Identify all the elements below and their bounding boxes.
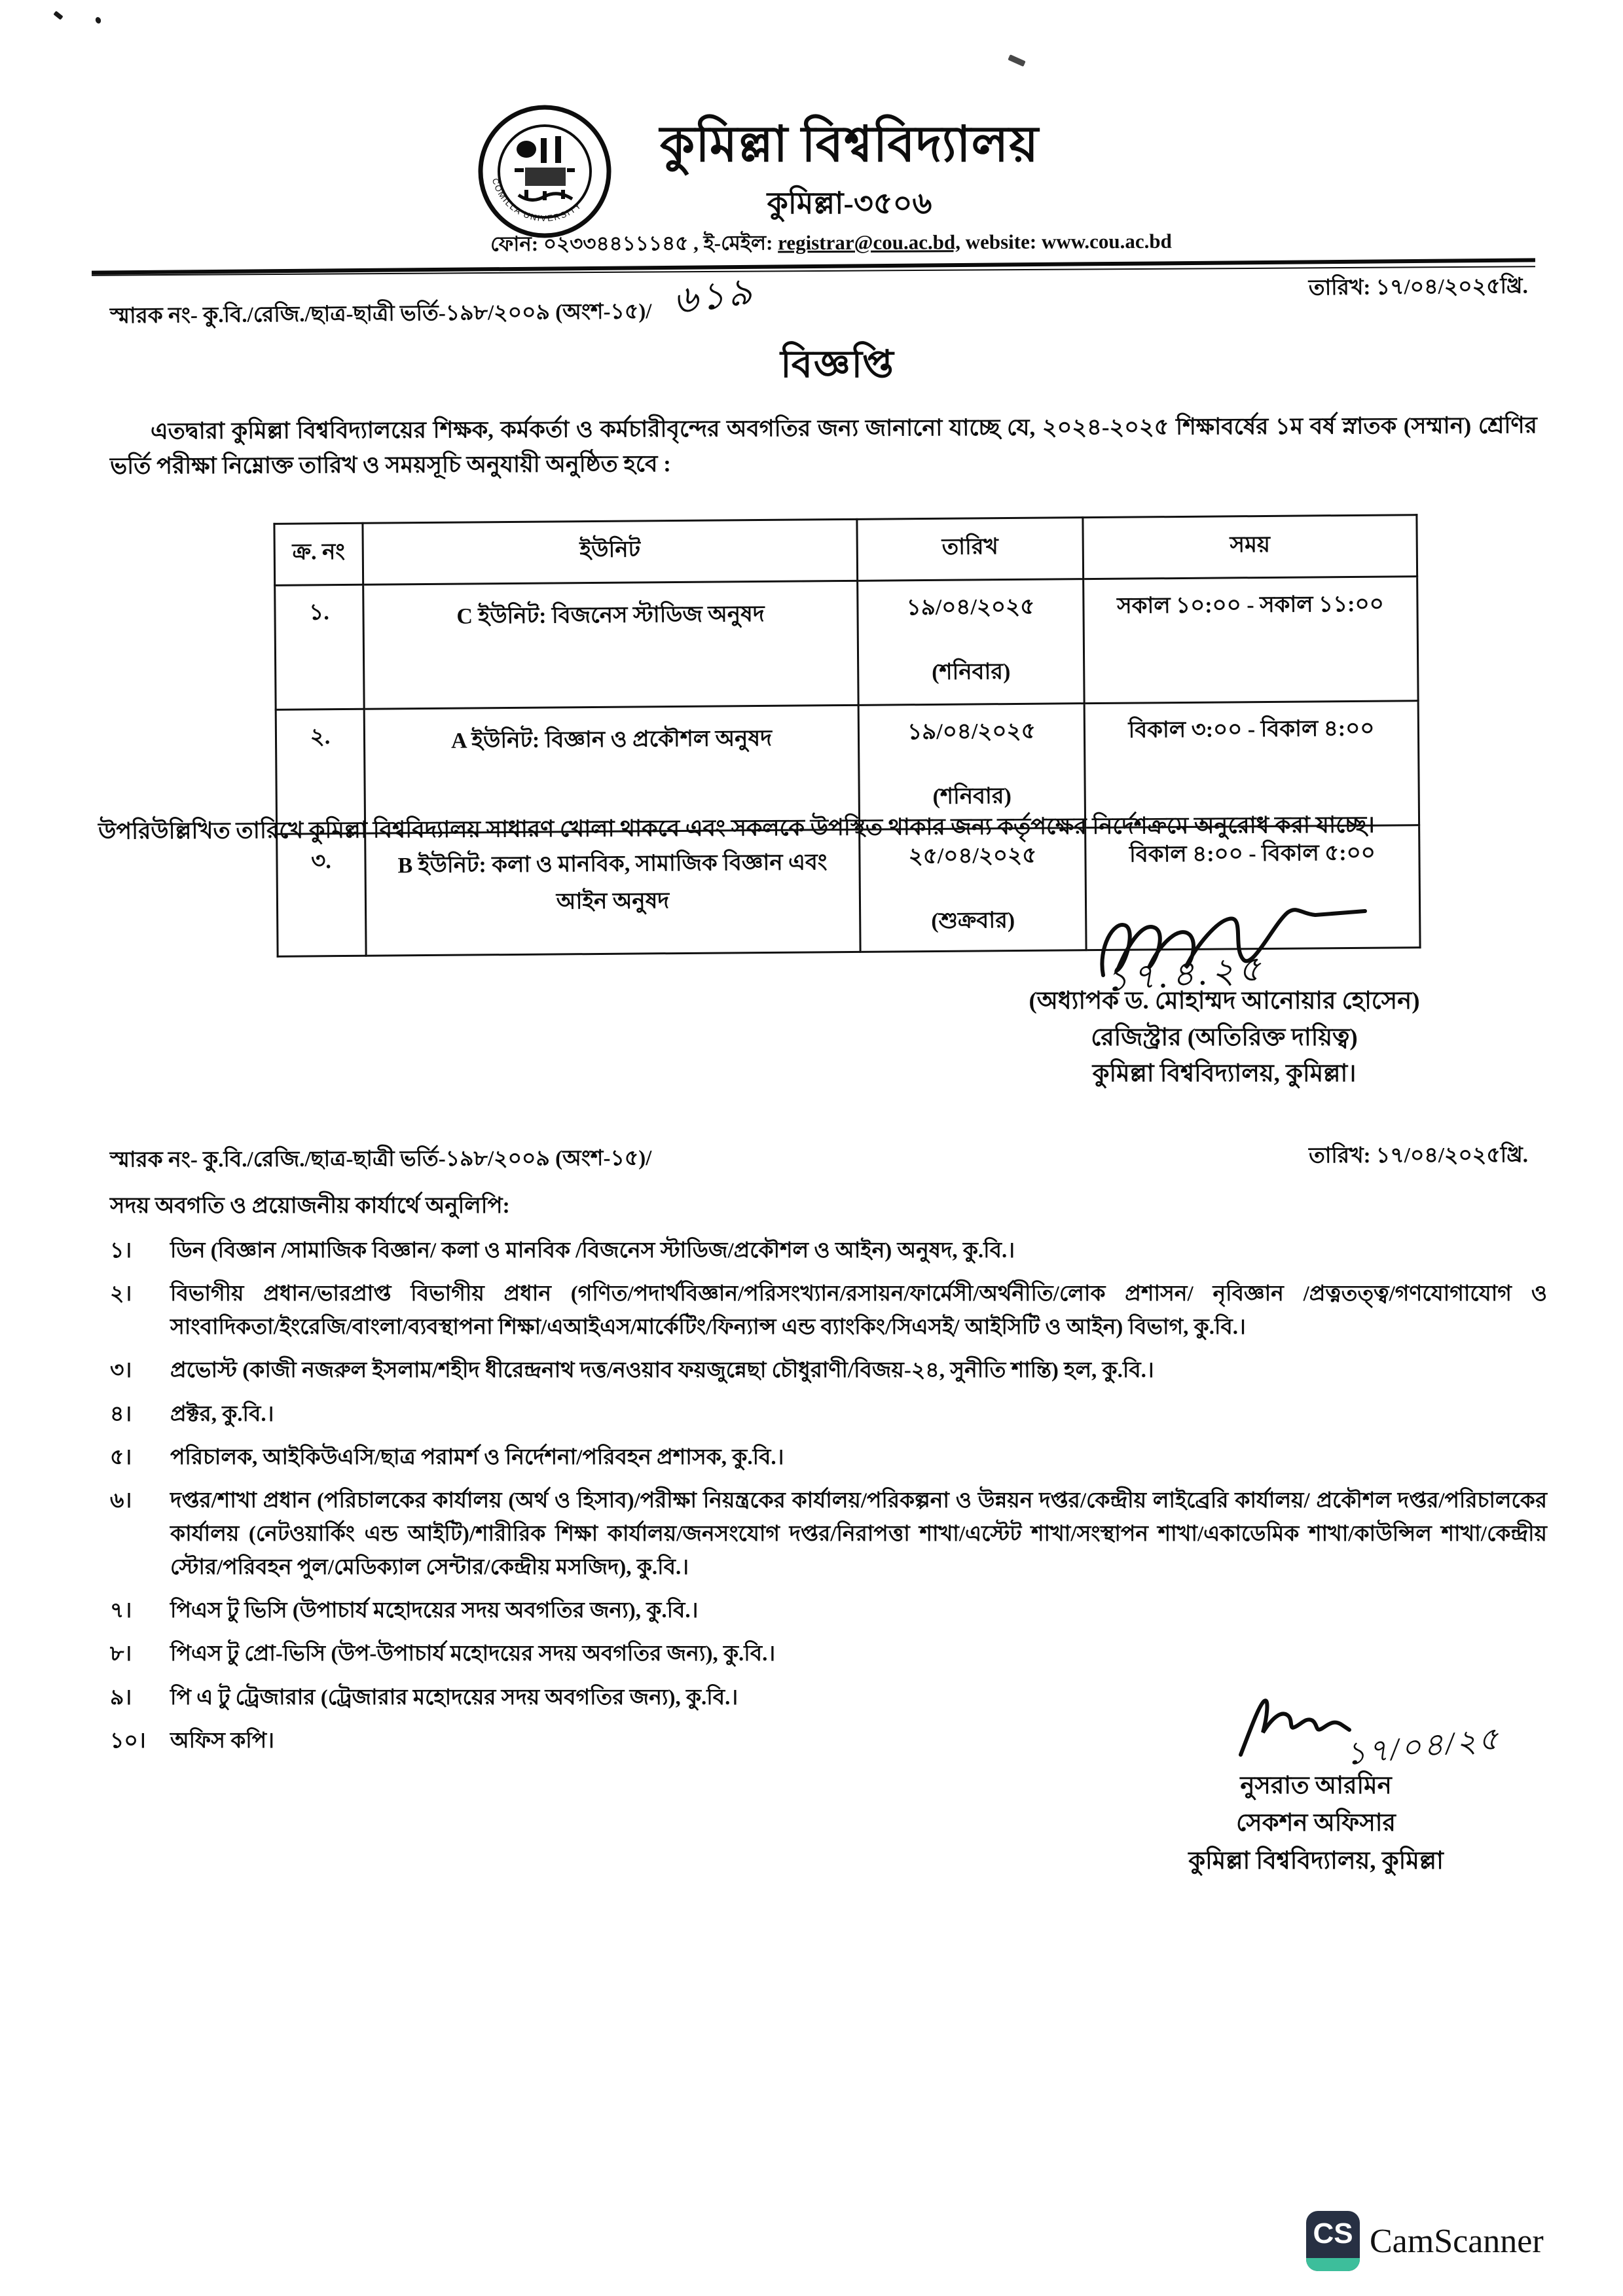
section-officer-block: [1087, 1767, 1545, 1880]
row-serial: ৩.: [277, 833, 366, 956]
item-text: পিএস টু ভিসি (উপাচার্য মহোদয়ের সদয় অবগতির জন্য), কু.বি.।: [170, 1599, 699, 1623]
scan-speck: [1008, 54, 1025, 67]
row-date: [858, 579, 1084, 706]
section-officer-name: নুসরাত আরমিন: [1240, 1772, 1392, 1799]
memo-ref-text: স্মারক নং- কু.বি./রেজি./ছাত্র-ছাত্রী ভর্তি-১৯৮/২০০৯ (অংশ-১৫)/: [109, 300, 652, 329]
item-number: ৮।: [110, 1642, 132, 1666]
list-item: [110, 1441, 1547, 1475]
item-number: ৫।: [110, 1445, 132, 1469]
item-number: ১০।: [110, 1729, 146, 1753]
date-day: (শনিবার): [931, 660, 1011, 685]
list-item: [110, 1594, 1547, 1628]
row-serial: ২.: [276, 709, 365, 834]
camscanner-icon-strip: [1306, 2258, 1360, 2271]
row-unit: B ইউনিট: কলা ও মানবিক, সামাজিক বিজ্ঞান এবং আইন অনুষদ: [365, 829, 860, 956]
header-time: সময়: [1083, 515, 1417, 579]
item-text: বিভাগীয় প্রধান/ভারপ্রাপ্ত বিভাগীয় প্রধান (গণিত/পদার্থবিজ্ঞান/পরিসংখ্যান/রসায়ন/ফার্মেসী/অর্থনীতি/লোক প্রশাসন/ নৃবিজ্ঞান /প্রত্নতত্ত্ব/গণযোগাযোগ ও সাংবাদিকতা/ইংরেজি/বাংলা/ব্যবস্থাপনা শিক্ষা/এআইএস/মার্কেটিং/ফিন্যান্স এন্ড ব্যাংকিং/সিএসই/ আইসিটি ও আইন) বিভাগ, কু.বি.।: [170, 1282, 1547, 1340]
item-text: পি এ টু ট্রেজারার (ট্রেজারার মহোদয়ের সদয় অবগতির জন্য), কু.বি.।: [170, 1685, 739, 1710]
item-number: ২।: [110, 1282, 132, 1306]
item-number: ৬।: [110, 1488, 132, 1513]
email-label: ই-মেইল:: [703, 231, 773, 255]
section-officer-handwritten-date: ১৭/০৪/২৫: [1343, 1721, 1503, 1772]
date-value: ১৯/০৪/২০২৫: [907, 719, 1036, 745]
item-number: ১।: [110, 1239, 132, 1263]
notice-closing-paragraph: উপরিউল্লিখিত তারিখে কুমিল্লা বিশ্ববিদ্যালয় সাধারণ খোলা থাকবে এবং সকলকে উপস্থিত থাকার জন্য কর্তৃপক্ষের নির্দেশক্রমে অনুরোধ করা যাচ্ছে।: [98, 812, 1375, 844]
date-day: (শনিবার): [932, 784, 1012, 809]
date-day: (শুক্রবার): [931, 908, 1015, 934]
row-unit: C ইউনিট: বিজনেস স্টাডিজ অনুষদ: [363, 581, 858, 709]
item-number: ৪।: [110, 1402, 132, 1426]
memo-ref: [109, 269, 757, 345]
date-value: ১৯/০৪/২০২৫: [906, 594, 1035, 620]
section-officer-org: কুমিল্লা বিশ্ববিদ্যালয়, কুমিল্লা: [1188, 1847, 1444, 1874]
list-item: [110, 1484, 1547, 1585]
table-row: [275, 577, 1418, 710]
distribution-list: [110, 1234, 1547, 1768]
scan-speck: [95, 16, 102, 24]
scan-speck: [53, 10, 63, 20]
notice-title: বিজ্ঞপ্তি: [780, 343, 895, 386]
memo-line-2: [110, 1138, 1528, 1179]
registrar-org: কুমিল্লা বিশ্ববিদ্যালয়, কুমিল্লা।: [1092, 1060, 1357, 1087]
distribution-heading: সদয় অবগতি ও প্রয়োজনীয় কার্যার্থে অনুলিপি:: [110, 1194, 510, 1218]
row-date: [860, 828, 1086, 952]
item-number: ৭।: [110, 1599, 132, 1623]
item-text: পরিচালক, আইকিউএসি/ছাত্র পরামর্শ ও নির্দেশনা/পরিবহন প্রশাসক, কু.বি.।: [170, 1445, 784, 1469]
list-item: [110, 1638, 1547, 1671]
memo-ref-text: স্মারক নং- কু.বি./রেজি./ছাত্র-ছাত্রী ভর্তি-১৯৮/২০০৯ (অংশ-১৫)/: [109, 1146, 652, 1172]
header-unit: ইউনিট: [363, 519, 858, 584]
date-value: ২৫/০৪/২০২৫: [908, 843, 1037, 869]
list-item: [110, 1398, 1547, 1431]
seal-bottom-arc-text: COMILLA UNIVERSITY: [490, 177, 584, 224]
item-text: ডিন (বিজ্ঞান /সামাজিক বিজ্ঞান/ কলা ও মানবিক /বিজনেস স্টাডিজ/প্রকৌশল ও আইন) অনুষদ, কু.বি.।: [170, 1239, 1015, 1263]
row-time: সকাল ১০:০০ - সকাল ১১:০০: [1084, 577, 1418, 704]
section-officer-title: সেকশন অফিসার: [1236, 1810, 1396, 1837]
table-header-row: [274, 515, 1417, 586]
camscanner-label: CamScanner: [1370, 2223, 1544, 2260]
header-date: তারিখ: [857, 518, 1084, 581]
row-time: বিকাল ৩:০০ - বিকাল ৪:০০: [1084, 701, 1419, 828]
website-label: website:: [965, 230, 1037, 254]
memo-date: তারিখ: ১৭/০৪/২০২৫খ্রি.: [1308, 1143, 1529, 1168]
list-item: [110, 1234, 1547, 1268]
exam-schedule-table: [273, 514, 1421, 958]
list-item: [110, 1278, 1547, 1344]
memo-line-1: [110, 269, 1529, 345]
item-number: ৩।: [110, 1359, 132, 1383]
camscanner-icon: [1306, 2211, 1360, 2271]
handwritten-memo-number: ৬১৯: [670, 269, 757, 323]
registrar-block: [995, 983, 1453, 1092]
item-text: অফিস কপি।: [170, 1729, 274, 1753]
university-name: কুমিল্লা বিশ্ববিদ্যালয়: [659, 117, 1040, 172]
row-unit: A ইউনিট: বিজ্ঞান ও প্রকৌশল অনুষদ: [364, 705, 859, 833]
item-text: প্রভোস্ট (কাজী নজরুল ইসলাম/শহীদ ধীরেন্দ্রনাথ দত্ত/নওয়াব ফয়জুন্নেছা চৌধুরাণী/বিজয়-২৪, সুনীতি শান্তি) হল, কু.বি.।: [170, 1359, 1154, 1383]
email-address: registrar@cou.ac.bd,: [778, 230, 961, 255]
row-time: বিকাল ৪:০০ - বিকাল ৫:০০: [1085, 825, 1420, 950]
website-address: www.cou.ac.bd: [1041, 229, 1172, 253]
notice-intro-paragraph: এতদ্বারা কুমিল্লা বিশ্ববিদ্যালয়ের শিক্ষক, কর্মকর্তা ও কর্মচারীবৃন্দের অবগতির জন্য জানানো যাচ্ছে যে, ২০২৪-২০২৫ শিক্ষাবর্ষের ১ম বর্ষ স্নাতক (সম্মান) শ্রেণির ভর্তি পরীক্ষা নিম্নোক্ত তারিখ ও সময়সূচি অনুযায়ী অনুষ্ঠিত হবে :: [110, 412, 1537, 479]
university-location: কুমিল্লা-৩৫০৬: [767, 187, 932, 220]
item-number: ৯।: [110, 1685, 132, 1710]
registrar-title: রেজিস্ট্রার (অতিরিক্ত দায়িত্ব): [1091, 1024, 1358, 1051]
list-item: [110, 1354, 1547, 1388]
registrar-handwritten-date: ১৭.৪.২৫: [1103, 948, 1266, 999]
item-text: প্রক্টর, কু.বি.।: [170, 1402, 274, 1426]
header-serial: ক্র. নং: [274, 523, 363, 585]
row-serial: ১.: [275, 584, 364, 709]
memo-date: তারিখ: ১৭/০৪/২০২৫খ্রি.: [1308, 274, 1528, 300]
item-text: পিএস টু প্রো-ভিসি (উপ-উপাচার্য মহোদয়ের সদয় অবগতির জন্য), কু.বি.।: [170, 1642, 776, 1666]
registrar-name: (অধ্যাপক ড. মোহাম্মদ আনোয়ার হোসেন): [1029, 988, 1420, 1014]
contact-line: [20, 224, 1623, 265]
camscanner-icon-text: CS: [1313, 2217, 1353, 2250]
item-text: দপ্তর/শাখা প্রধান (পরিচালকের কার্যালয় (অর্থ ও হিসাব)/পরীক্ষা নিয়ন্ত্রকের কার্যালয়/পরিকল্পনা ও উন্নয়ন দপ্তর/কেন্দ্রীয় লাইব্রেরি কার্যালয়/ প্রকৌশল দপ্তর/পরিচালকের কার্যালয় (নেটওয়ার্কিং এন্ড আইটি)/শারীরিক শিক্ষা কার্যালয়/জনসংযোগ দপ্তর/নিরাপত্তা শাখা/এস্টেট শাখা/সংস্থাপন শাখা/একাডেমিক শাখা/কাউন্সিল শাখা/কেন্দ্রীয় স্টোর/পরিবহন পুল/মেডিক্যাল সেন্টার/কেন্দ্রীয় মসজিদ), কু.বি.।: [170, 1488, 1547, 1580]
phone-number: ফোন: ০২৩৩৪৪১১১৪৫ ,: [490, 231, 699, 256]
